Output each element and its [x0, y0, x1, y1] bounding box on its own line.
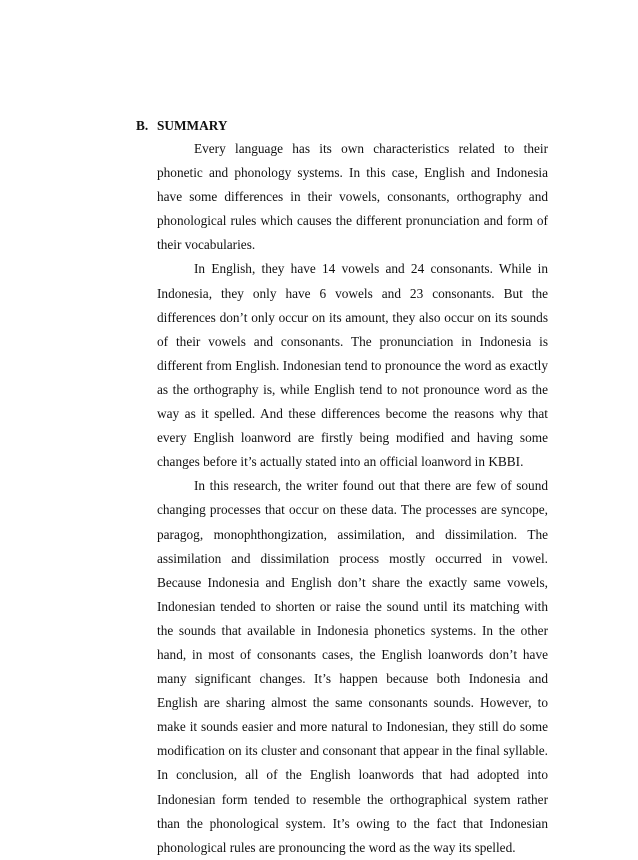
section-number: B. [136, 118, 149, 133]
summary-paragraph-3: In this research, the writer found out that there are few of sound changing processes that occur on these data. The processes are syncope, paragog, monophthongization, assimilation, and dissimilation. The assimilation and dissimilation process mostly occurred in vowel. Because Indonesia and English don’t share the exactly same vowels, Indonesian tended to shorten or raise the sound until its matching with the sounds that available in Indonesia phonetics systems. In the other hand, in most of consonants cases, the English loanwords don’t have many significant changes. It’s happen because both Indonesia and English are sharing almost the same consonants sounds. However, to make it sounds easier and more natural to Indonesian, they still do some modification on its cluster and consonant that appear in the final syllable. In conclusion, all of the English loanwords that had adopted into Indonesian form tended to resemble the orthographical system rather than the phonological system. It’s owing to the fact that Indonesian phonological rules are pronouncing the word as the way its spelled. [157, 478, 548, 855]
summary-body [157, 137, 548, 860]
summary-paragraph-2: In English, they have 14 vowels and 24 consonants. While in Indonesia, they only have 6 vowels and 23 consonants. But the differences don’t only occur on its amount, they also occur on its sounds of their vowels and consonants. The pronunciation in Indonesia is different from English. Indonesian tend to pronounce the word as exactly as the orthography is, while English tend to not pronounce word as the way as it spelled. And these differences become the reasons why that every English loanword are firstly being modified and having some changes before it’s actually stated into an official loanword in KBBI. [157, 261, 548, 470]
section-title: SUMMARY [157, 118, 228, 133]
summary-paragraph-1: Every language has its own characteristics related to their phonetic and phonology systems. In this case, English and Indonesia have some differences in their vowels, consonants, orthography and phonological rules which causes the different pronunciation and form of their vocabularies. [157, 141, 548, 253]
section-heading [136, 117, 227, 135]
